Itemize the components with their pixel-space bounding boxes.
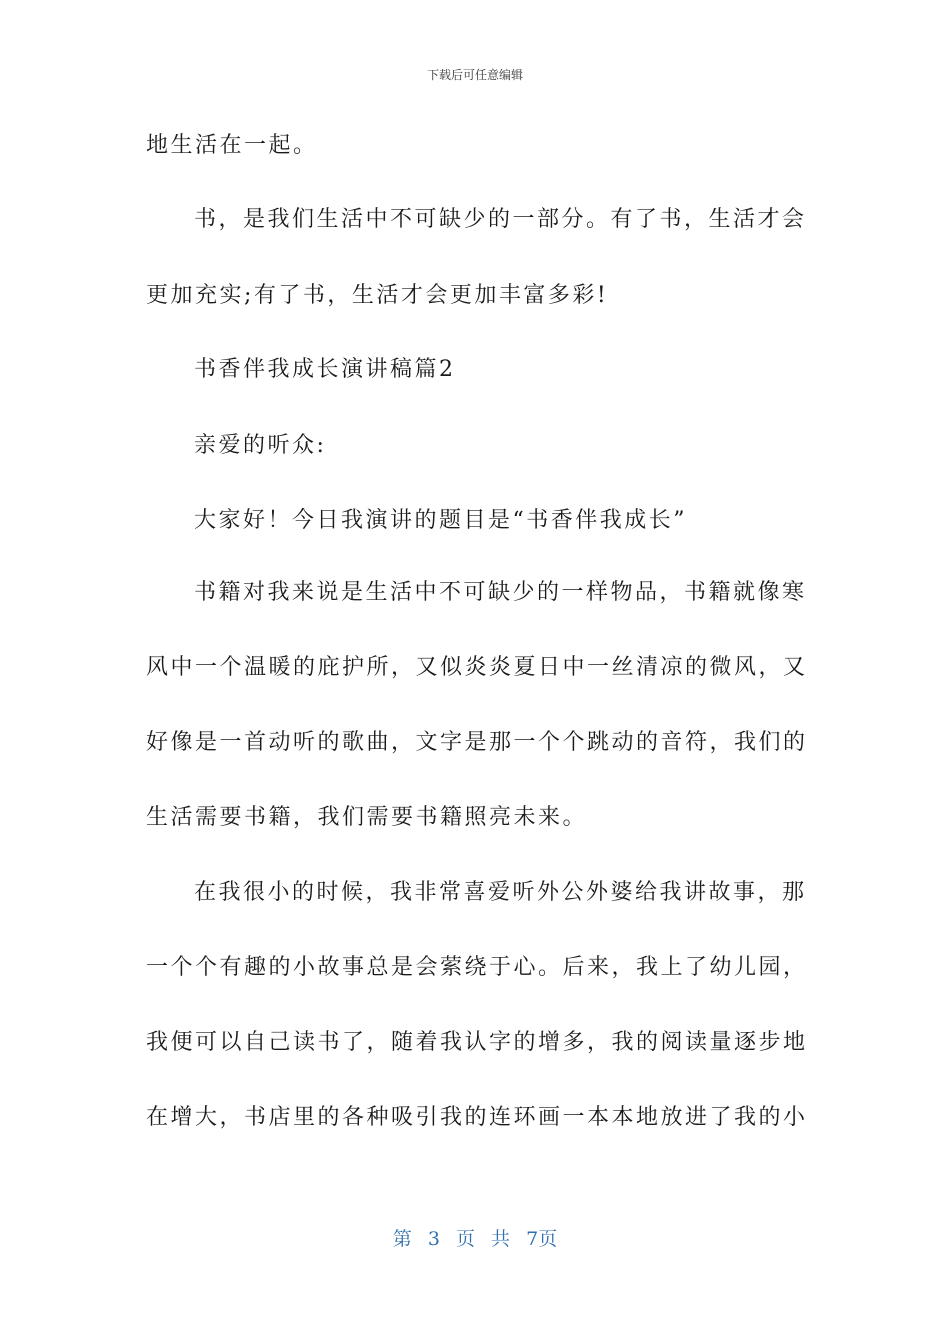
text-line: 书，是我们生活中不可缺少的一部分。有了书，生活才会 (194, 207, 807, 232)
current-page-number: 3 (427, 1228, 440, 1250)
total-pages: 7页 (526, 1228, 558, 1250)
text-line: 更加充实;有了书，生活才会更加丰富多彩! (146, 283, 609, 308)
text-line: 一个个有趣的小故事总是会萦绕于心。后来，我上了幼儿园， (146, 955, 808, 980)
page-header: 下载后可任意编辑 (426, 68, 523, 82)
text-line: 大家好！今日我演讲的题目是“书香伴我成长” (194, 508, 687, 533)
text-line: 我便可以自己读书了，随着我认字的增多，我的阅读量逐步地 (146, 1030, 808, 1055)
text-line: 书籍对我来说是生活中不可缺少的一样物品，书籍就像寒 (194, 580, 807, 605)
text-line: 好像是一首动听的歌曲，文字是那一个个跳动的音符，我们的 (146, 730, 808, 755)
section-heading: 书香伴我成长演讲稿篇2 (194, 357, 456, 382)
text-line: 亲爱的听众: (194, 433, 327, 458)
text-line: 风中一个温暖的庇护所，又似炎炎夏日中一丝清凉的微风，又 (146, 655, 808, 680)
footer-word: 页 (455, 1228, 475, 1250)
text-line: 生活需要书籍，我们需要书籍照亮未来。 (146, 805, 588, 830)
text-line: 地生活在一起。 (146, 133, 318, 158)
text-line: 在增大，书店里的各种吸引我的连环画一本本地放进了我的小 (146, 1105, 808, 1130)
text-line: 在我很小的时候，我非常喜爱听外公外婆给我讲故事，那 (194, 880, 807, 905)
footer-word: 共 (491, 1228, 511, 1250)
footer-word: 第 (392, 1228, 412, 1250)
page-footer (0, 1226, 950, 1252)
